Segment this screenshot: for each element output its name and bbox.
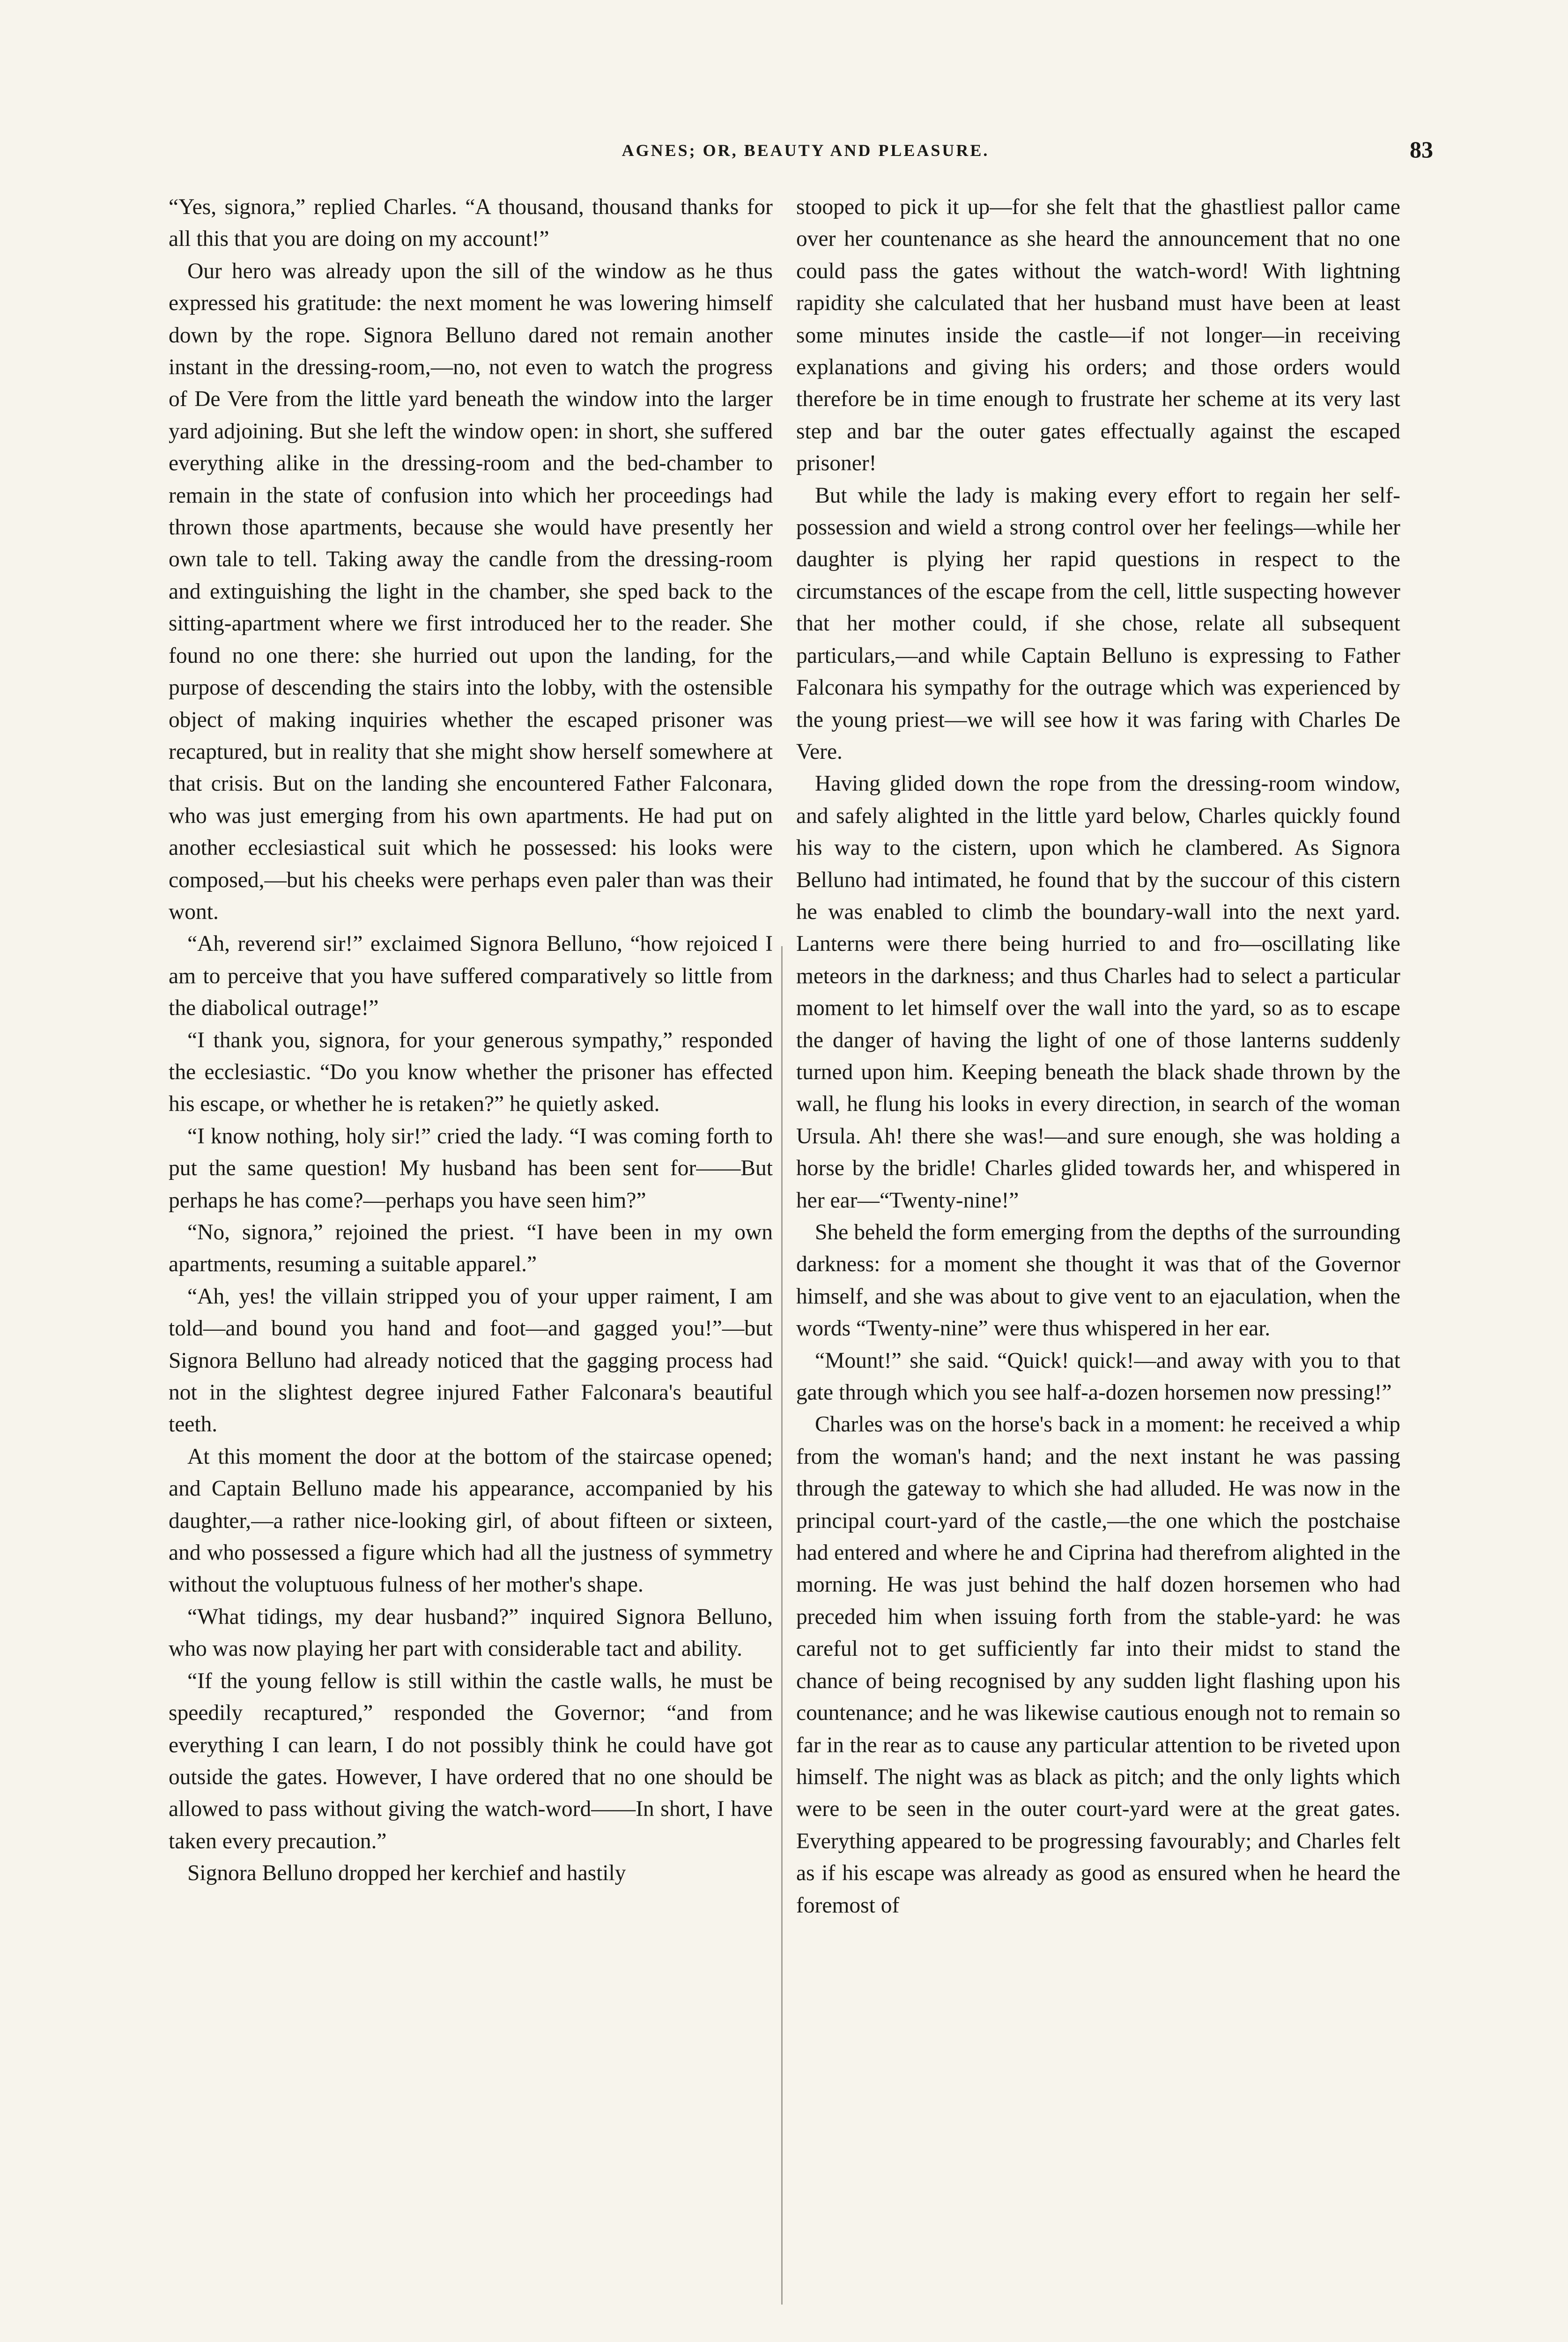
right-column (796, 191, 1400, 2318)
paragraph: “Ah, reverend sir!” exclaimed Signora Belluno, “how rejoiced I am to perceive that you have suffered comparatively so little from the diabolical outrage!” (169, 932, 773, 1021)
paragraph: “If the young fellow is still within the castle walls, he must be speedily recaptured,” responded the Governor; “and from everything I can learn, I do not possibly think he could have got outside the gates. However, I have ordered that no one should be allowed to pass without giving the watch-word——In short, I have taken every precaution.” (169, 1668, 773, 1853)
paragraph: “What tidings, my dear husband?” inquired Signora Belluno, who was now playing her part with considerable tact and ability. (169, 1604, 773, 1661)
paragraph: “Mount!” she said. “Quick! quick!—and away with you to that gate through which you see half-a-dozen horsemen now pressing!” (796, 1348, 1400, 1405)
column-divider (781, 946, 783, 2305)
paragraph: “No, signora,” rejoined the priest. “I have been in my own apartments, resuming a suitable apparel.” (169, 1220, 773, 1277)
left-column (169, 191, 773, 2318)
paragraph: Signora Belluno dropped her kerchief and hastily (187, 1861, 626, 1886)
page-number: 83 (1410, 136, 1433, 163)
page-header (178, 136, 1433, 169)
paragraph: Our hero was already upon the sill of the window as he thus expressed his gratitude: the next moment he was lowering himself down by the rope. Signora Belluno dared not remain another instant in the dressing-room,—no, not even to watch the progress of De Vere from the little yard beneath the window into the larger yard adjoining. But she left the window open: in short, she suffered everything alike in the dressing-room and the bed-chamber to remain in the state of confusion into which her proceedings had thrown those apartments, because she would have presently her own tale to tell. Taking away the candle from the dressing-room and extinguishing the light in the chamber, she sped back to the sitting-apartment where we first introduced her to the reader. She found no one there: she hurried out upon the landing, for the purpose of descending the stairs into the lobby, with the ostensible object of making inquiries whether the escaped prisoner was recaptured, but in reality that she might show herself somewhere at that crisis. But on the landing she encountered Father Falconara, who was just emerging from his own apartments. He had put on another ecclesiastical suit which he possessed: his looks were composed,—but his cheeks were perhaps even paler than was their wont. (169, 259, 773, 924)
paragraph: “Ah, yes! the villain stripped you of your upper raiment, I am told—and bound you hand and foot—and gagged you!”—but Signora Belluno had already noticed that the gagging process had not in the slightest degree injured Father Falconara's beautiful teeth. (169, 1284, 773, 1437)
paragraph: She beheld the form emerging from the depths of the surrounding darkness: for a moment she thought it was that of the Governor himself, and she was about to give vent to an ejaculation, when the words “Twenty-nine” were thus whispered in her ear. (796, 1220, 1400, 1341)
paragraph: Having glided down the rope from the dressing-room window, and safely alighted in the little yard below, Charles quickly found his way to the cistern, upon which he clambered. As Signora Belluno had intimated, he found that by the succour of this cistern he was enabled to climb the boundary-wall into the next yard. Lanterns were there being hurried to and fro—oscillating like meteors in the darkness; and thus Charles had to select a particular moment to let himself over the wall into the yard, so as to escape the danger of having the light of one of those lanterns suddenly turned upon him. Keeping beneath the black shade thrown by the wall, he flung his looks in every direction, in search of the woman Ursula. Ah! there she was!—and sure enough, she was holding a horse by the bridle! Charles glided towards her, and whispered in her ear—“Twenty-nine!” (796, 771, 1400, 1213)
paragraph: Charles was on the horse's back in a moment: he received a whip from the woman's hand; and the next instant he was passing through the gateway to which she had alluded. He was now in the principal court-yard of the castle,—the one which the postchaise had entered and where he and Ciprina had therefrom alighted in the morning. He was just behind the half dozen horsemen who had preceded him when issuing forth from the stable-yard: he was careful not to get sufficiently far into their midst to stand the chance of being recognised by any sudden light flashing upon his countenance; and he was likewise cautious enough not to remain so far in the rear as to cause any particular attention to be riveted upon himself. The night was as black as pitch; and the only lights which were to be seen in the outer court-yard were at the great gates. Everything appeared to be progressing favourably; and Charles felt as if his escape was already as good as ensured when he heard the foremost of (796, 1412, 1400, 1918)
paragraph: “Yes, signora,” replied Charles. “A thousand, thousand thanks for all this that you are doing on my account!” (169, 195, 773, 252)
paragraph: But while the lady is making every effort to regain her self-possession and wield a strong control over her feelings—while her daughter is plying her rapid questions in respect to the circumstances of the escape from the cell, little suspecting however that her mother could, if she chose, relate all subsequent particulars,—and while Captain Belluno is expressing to Father Falconara his sympathy for the outrage which was experienced by the young priest—we will see how it was faring with Charles De Vere. (796, 483, 1400, 764)
paragraph: “I thank you, signora, for your generous sympathy,” responded the ecclesiastic. “Do you know whether the prisoner has effected his escape, or whether he is retaken?” he quietly asked. (169, 1028, 773, 1117)
running-title: AGNES; OR, BEAUTY AND PLEASURE. (621, 141, 990, 160)
paragraph: stooped to pick it up—for she felt that the ghastliest pallor came over her countenance as she heard the announcement that no one could pass the gates without the watch-word! With lightning rapidity she calculated that her husband must have been at least some minutes inside the castle—if not longer—in receiving explanations and giving his orders; and those orders would therefore be in time enough to frustrate her scheme at its very last step and bar the outer gates effectually against the escaped prisoner! (796, 195, 1400, 476)
paragraph: “I know nothing, holy sir!” cried the lady. “I was coming forth to put the same question! My husband has been sent for——But perhaps he has come?—perhaps you have seen him?” (169, 1124, 773, 1213)
paragraph: At this moment the door at the bottom of the staircase opened; and Captain Belluno made his appearance, accompanied by his daughter,—a rather nice-looking girl, of about fifteen or sixteen, and who possessed a figure which had all the justness of symmetry without the voluptuous fulness of her mother's shape. (169, 1444, 773, 1597)
